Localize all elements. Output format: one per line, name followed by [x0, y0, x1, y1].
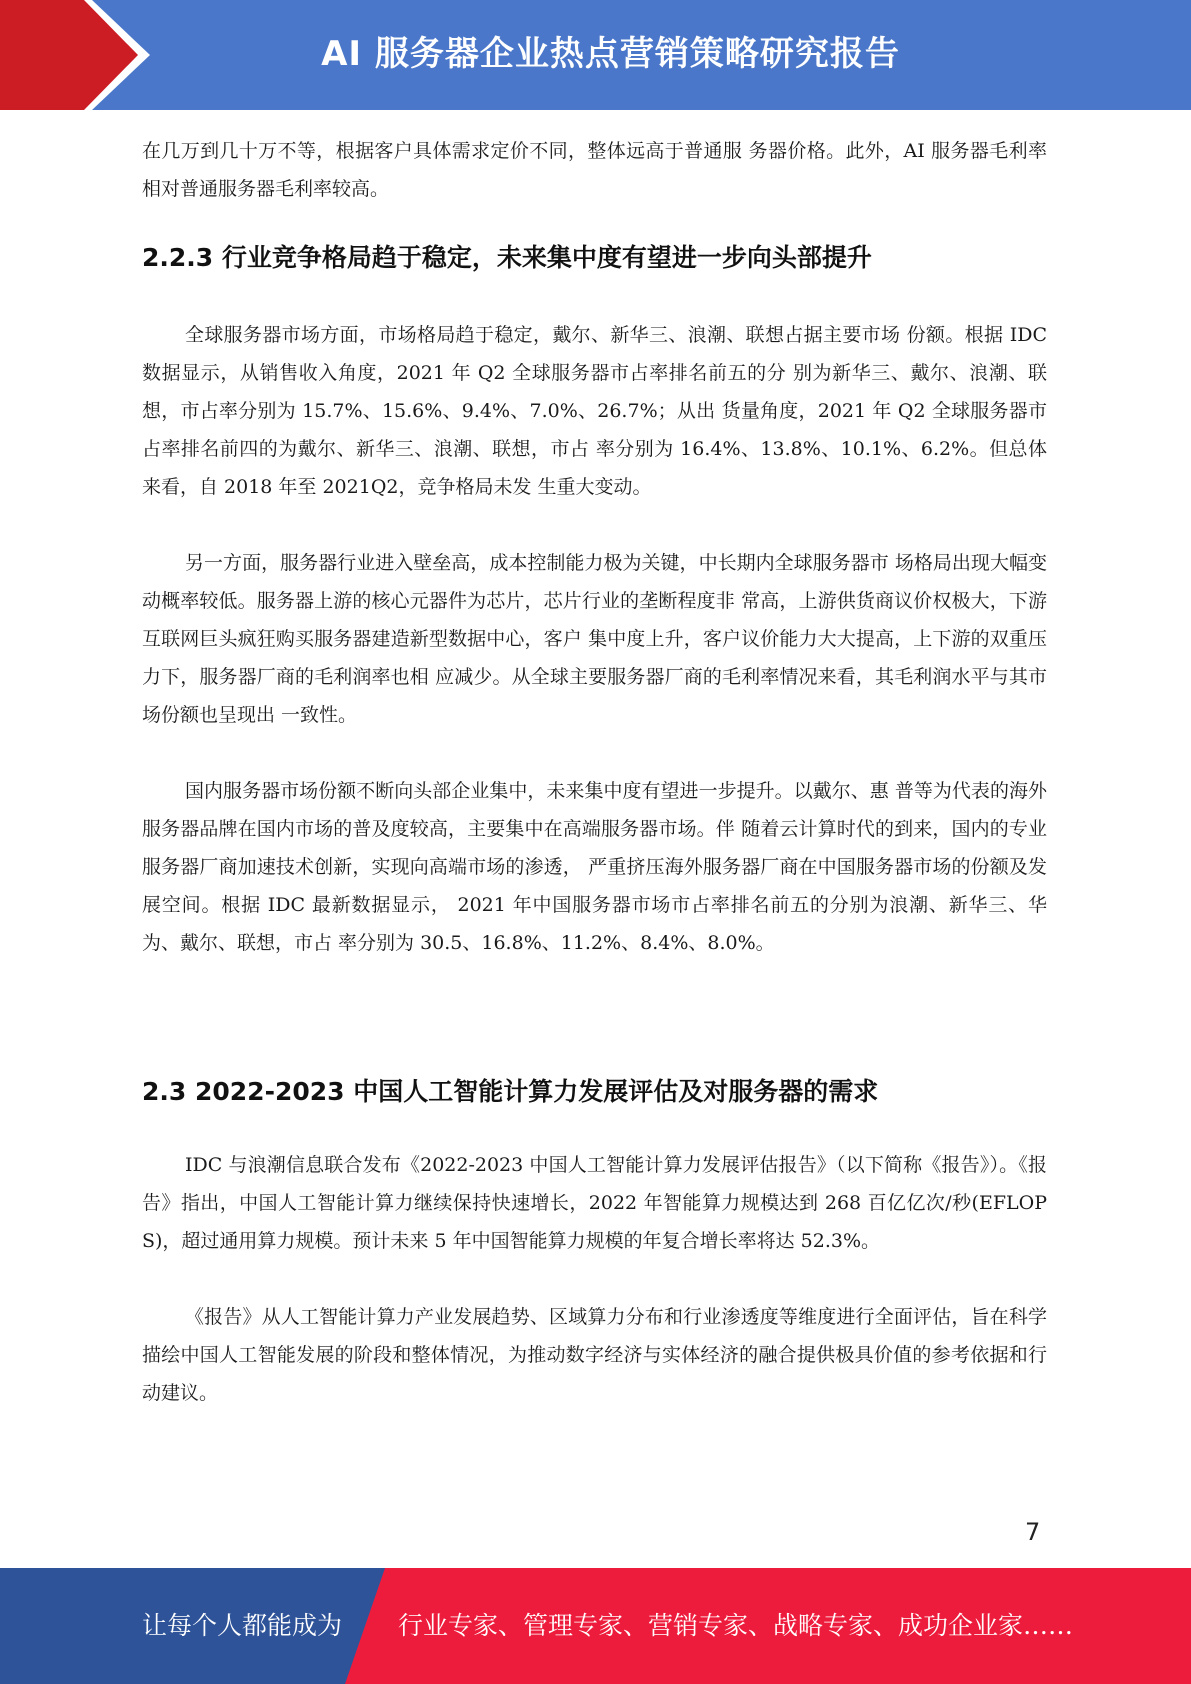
footer-slogan-left: 让每个人都能成为: [142, 1611, 343, 1640]
document-body: [142, 132, 1047, 1450]
section-heading-2-3: 2.3 2022-2023 中国人工智能计算力发展评估及对服务器的需求: [142, 1077, 879, 1106]
paragraph: 另一方面，服务器行业进入壁垒高，成本控制能力极为关键，中长期内全球服务器市 场格局出现大幅变动概率较低。服务器上游的核心元器件为芯片，芯片行业的垄断程度非 常高，上游供货商议价权极大，下游互联网巨头疯狂购买服务器建造新型数据中心，客户 集中度上升，客户议价能力大大提高，上下游的双重压力下，服务器厂商的毛利润率也相 应减少。从全球主要服务器厂商的毛利率情况来看，其毛利润水平与其市场份额也呈现出 一致性。: [142, 552, 1047, 726]
header-red-arrow: [0, 0, 150, 110]
paragraph: 国内服务器市场份额不断向头部企业集中，未来集中度有望进一步提升。以戴尔、惠 普等为代表的海外服务器品牌在国内市场的普及度较高，主要集中在高端服务器市场。伴 随着云计算时代的到来，国内的专业服务器厂商加速技术创新，实现向高端市场的渗透， 严重挤压海外服务器厂商在中国服务器市场的份额及发展空间。根据 IDC 最新数据显示， 2021 年中国服务器市场市占率排名前五的分别为浪潮、新华三、华为、戴尔、联想，市占 率分别为 30.5、16.8%、11.2%、8.4%、8.0%。: [142, 780, 1047, 954]
page-number: 7: [1025, 1518, 1041, 1546]
report-title: AI 服务器企业热点营销策略研究报告: [321, 34, 900, 74]
paragraph: 全球服务器市场方面，市场格局趋于稳定，戴尔、新华三、浪潮、联想占据主要市场 份额。根据 IDC 数据显示，从销售收入角度，2021 年 Q2 全球服务器市占率排名前五的分 别为新华三、戴尔、浪潮、联想，市占率分别为 15.7%、15.6%、9.4%、7.0%、26.7%；从出 货量角度，2021 年 Q2 全球服务器市占率排名前四的为戴尔、新华三、浪潮、联想，市占 率分别为 16.4%、13.8%、10.1%、6.2%。但总体来看，自 2018 年至 2021Q2，竞争格局未发 生重大变动。: [142, 324, 1047, 498]
page-footer: [0, 1568, 1191, 1684]
paragraph: IDC 与浪潮信息联合发布《2022-2023 中国人工智能计算力发展评估报告》（以下简称《报告》）。《报告》指出，中国人工智能计算力继续保持快速增长，2022 年智能算力规模达到 268 百亿亿次/秒(EFLOPS)，超过通用算力规模。预计未来 5 年中国智能算力规模的年复合增长率将达 52.3%。: [142, 1154, 1047, 1252]
intro-paragraph: 在几万到几十万不等，根据客户具体需求定价不同，整体远高于普通服 务器价格。此外，AI 服务器毛利率相对普通服务器毛利率较高。: [142, 140, 1047, 200]
paragraph: 《报告》从人工智能计算力产业发展趋势、区域算力分布和行业渗透度等维度进行全面评估，旨在科学描绘中国人工智能发展的阶段和整体情况，为推动数字经济与实体经济的融合提供极具价值的参考依据和行动建议。: [142, 1306, 1047, 1404]
page-header: [0, 0, 1191, 110]
footer-slogan-right: 行业专家、管理专家、营销专家、战略专家、成功企业家……: [398, 1611, 1074, 1640]
section-heading-2-2-3: 2.2.3 行业竞争格局趋于稳定，未来集中度有望进一步向头部提升: [142, 243, 872, 272]
